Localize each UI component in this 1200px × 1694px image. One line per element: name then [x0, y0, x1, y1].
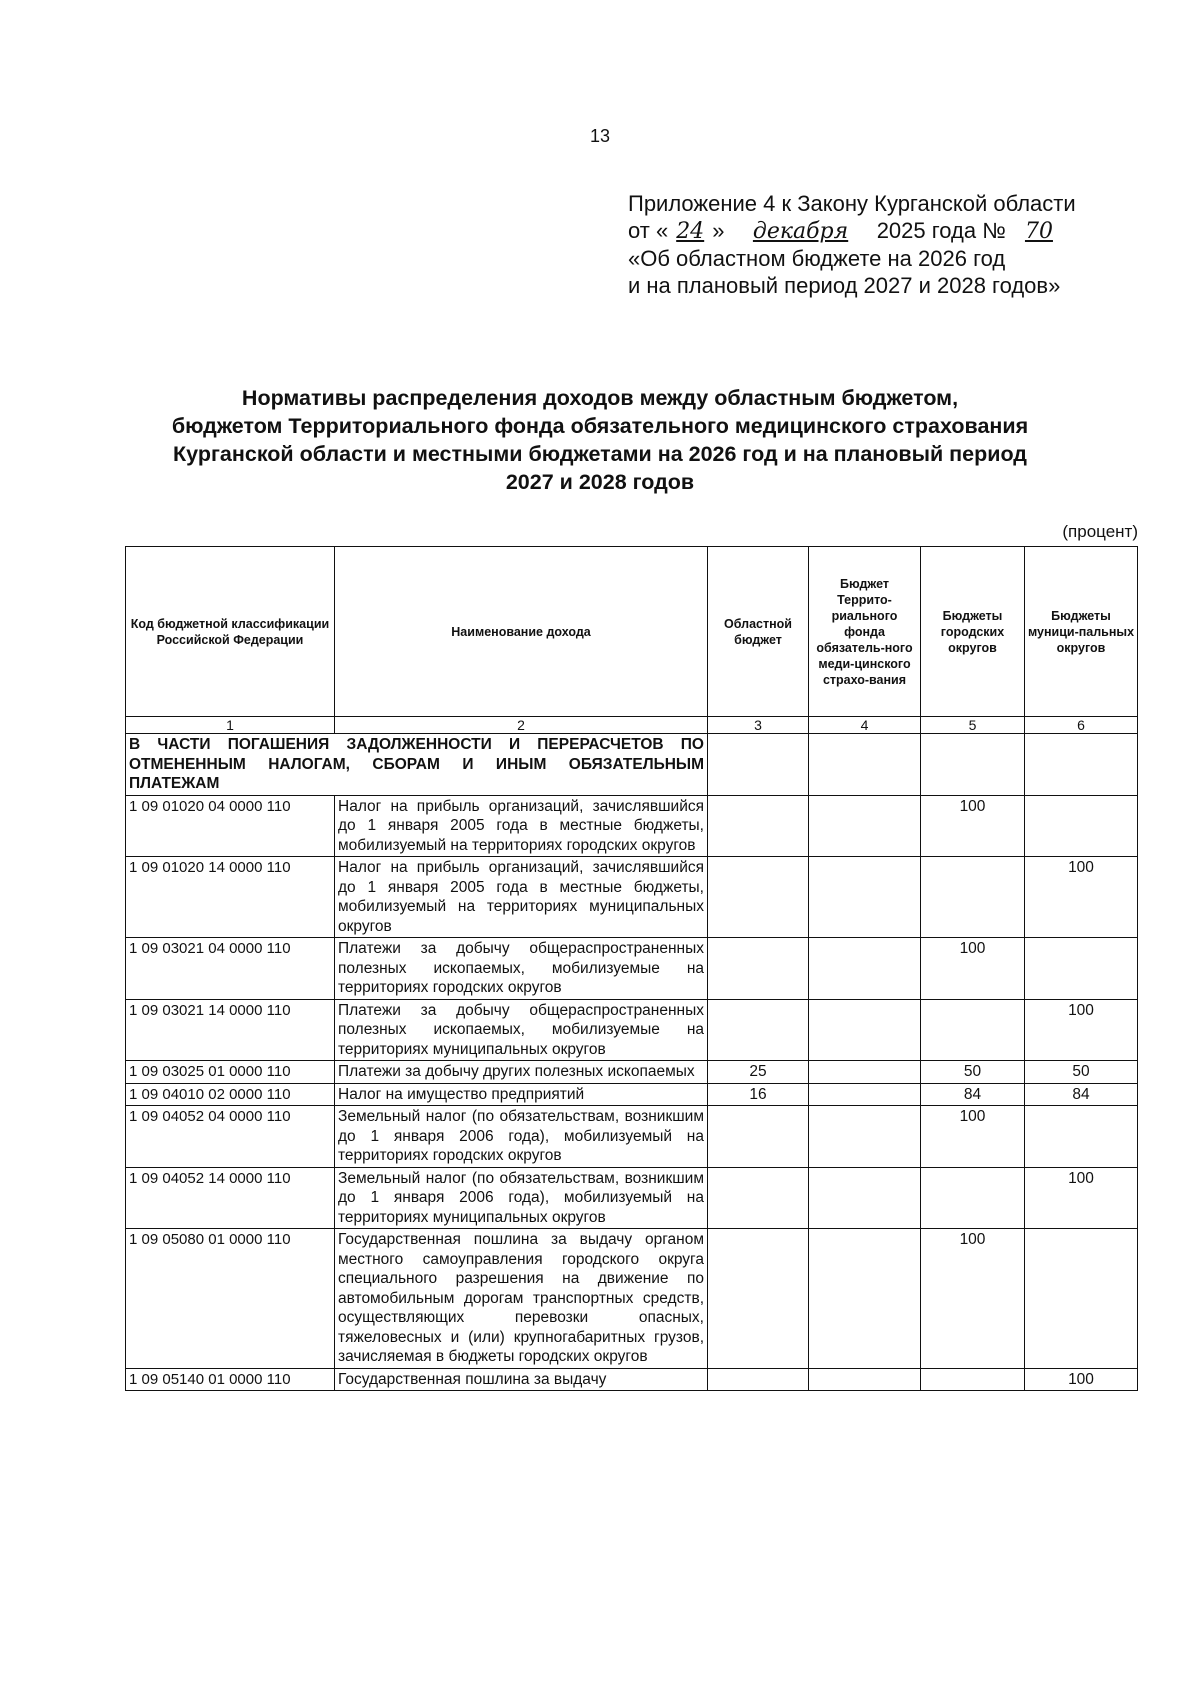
municipal-budgets-value: 100 — [1025, 999, 1138, 1061]
tfoms-budget-value — [809, 1368, 921, 1391]
table-row — [126, 1083, 1138, 1106]
section-empty-cell — [921, 734, 1025, 796]
column-number: 4 — [809, 717, 921, 734]
unit-label: (процент) — [1062, 522, 1138, 541]
regional-budget-value — [708, 1106, 809, 1168]
regional-budget-value — [708, 857, 809, 938]
city-budgets-value — [921, 1368, 1025, 1391]
section-empty-cell — [708, 734, 809, 796]
appendix-line-4: и на плановый период 2027 и 2028 годов» — [628, 273, 1061, 298]
income-code: 1 09 05080 01 0000 110 — [126, 1229, 335, 1369]
regional-budget-value — [708, 1167, 809, 1229]
regional-budget-value — [708, 1368, 809, 1391]
header-city-budgets: Бюджеты городских округов — [921, 547, 1025, 717]
income-name: Земельный налог (по обязательствам, возникшим до 1 января 2006 года), мобилизуемый на территориях муниципальных округов — [335, 1167, 708, 1229]
regional-budget-value — [708, 795, 809, 857]
appendix-line-3: «Об областном бюджете на 2026 год — [628, 246, 1006, 271]
city-budgets-value: 50 — [921, 1061, 1025, 1084]
tfoms-budget-value — [809, 795, 921, 857]
income-code: 1 09 04052 14 0000 110 — [126, 1167, 335, 1229]
tfoms-budget-value — [809, 1106, 921, 1168]
column-number-row — [126, 717, 1138, 734]
city-budgets-value: 84 — [921, 1083, 1025, 1106]
city-budgets-value: 100 — [921, 1106, 1025, 1168]
column-number: 5 — [921, 717, 1025, 734]
city-budgets-value: 100 — [921, 795, 1025, 857]
income-name: Налог на имущество предприятий — [335, 1083, 708, 1106]
city-budgets-value — [921, 857, 1025, 938]
income-code: 1 09 01020 04 0000 110 — [126, 795, 335, 857]
table-row — [126, 999, 1138, 1061]
handwritten-day: 24 — [676, 219, 705, 244]
municipal-budgets-value — [1025, 1229, 1138, 1369]
handwritten-law-number: 70 — [1024, 219, 1053, 244]
appendix-line-1: Приложение 4 к Закону Курганской области — [628, 191, 1076, 216]
section-row — [126, 734, 1138, 796]
table-row — [126, 1106, 1138, 1168]
appendix-block — [628, 190, 1076, 299]
tfoms-budget-value — [809, 999, 921, 1061]
income-name: Государственная пошлина за выдачу органом местного самоуправления городского округа специального разрешения на движение по автомобильным дорогам транспортных средств, осуществляющих перевозки опасных, тяжеловесных и (или) крупногабаритных грузов, зачисляемая в бюджеты городских округов — [335, 1229, 708, 1369]
header-row — [126, 547, 1138, 717]
income-code: 1 09 03025 01 0000 110 — [126, 1061, 335, 1084]
table-row — [126, 857, 1138, 938]
regional-budget-value — [708, 938, 809, 1000]
header-tfoms-budget: Бюджет Террито-риального фонда обязатель-ного меди-цинского страхо-вания — [809, 547, 921, 717]
municipal-budgets-value — [1025, 795, 1138, 857]
municipal-budgets-value: 100 — [1025, 857, 1138, 938]
municipal-budgets-value: 100 — [1025, 1368, 1138, 1391]
income-code: 1 09 04052 04 0000 110 — [126, 1106, 335, 1168]
municipal-budgets-value — [1025, 1106, 1138, 1168]
appendix-date-prefix: от « — [628, 218, 669, 243]
regional-budget-value: 16 — [708, 1083, 809, 1106]
handwritten-month: декабря — [752, 219, 849, 244]
income-name: Налог на прибыль организаций, зачислявшийся до 1 января 2005 года в местные бюджеты, мобилизуемый на территориях городских округов — [335, 795, 708, 857]
header-municipal-budgets: Бюджеты муници-пальных округов — [1025, 547, 1138, 717]
column-number: 1 — [126, 717, 335, 734]
table-row — [126, 1061, 1138, 1084]
table-row — [126, 1229, 1138, 1369]
tfoms-budget-value — [809, 1167, 921, 1229]
column-number: 3 — [708, 717, 809, 734]
title-line-4: 2027 и 2028 годов — [505, 470, 695, 494]
municipal-budgets-value: 50 — [1025, 1061, 1138, 1084]
table-row — [126, 795, 1138, 857]
column-number: 6 — [1025, 717, 1138, 734]
city-budgets-value — [921, 999, 1025, 1061]
income-code: 1 09 05140 01 0000 110 — [126, 1368, 335, 1391]
tfoms-budget-value — [809, 1229, 921, 1369]
income-name: Платежи за добычу общераспространенных полезных ископаемых, мобилизуемые на территориях городских округов — [335, 938, 708, 1000]
page-number: 13 — [589, 126, 611, 146]
tfoms-budget-value — [809, 857, 921, 938]
tfoms-budget-value — [809, 1061, 921, 1084]
income-code: 1 09 01020 14 0000 110 — [126, 857, 335, 938]
income-code: 1 09 03021 14 0000 110 — [126, 999, 335, 1061]
city-budgets-value: 100 — [921, 938, 1025, 1000]
municipal-budgets-value: 100 — [1025, 1167, 1138, 1229]
table-row — [126, 938, 1138, 1000]
column-number: 2 — [335, 717, 708, 734]
section-empty-cell — [809, 734, 921, 796]
title-line-3: Курганской области и местными бюджетами на 2026 год и на плановый период — [173, 442, 1027, 466]
regional-budget-value: 25 — [708, 1061, 809, 1084]
tfoms-budget-value — [809, 938, 921, 1000]
income-name: Платежи за добычу общераспространенных полезных ископаемых, мобилизуемые на территориях муниципальных округов — [335, 999, 708, 1061]
table-row — [126, 1368, 1138, 1391]
city-budgets-value: 100 — [921, 1229, 1025, 1369]
title-line-2: бюджетом Территориального фонда обязательного медицинского страхования — [171, 414, 1029, 438]
regional-budget-value — [708, 1229, 809, 1369]
section-title: В ЧАСТИ ПОГАШЕНИЯ ЗАДОЛЖЕННОСТИ И ПЕРЕРАСЧЕТОВ ПО ОТМЕНЕННЫМ НАЛОГАМ, СБОРАМ И ИНЫМ ОБЯЗАТЕЛЬНЫМ ПЛАТЕЖАМ — [126, 734, 708, 796]
document-title — [100, 384, 1100, 496]
municipal-budgets-value — [1025, 938, 1138, 1000]
appendix-year: 2025 года № — [876, 218, 1006, 243]
table-row — [126, 1167, 1138, 1229]
regional-budget-value — [708, 999, 809, 1061]
appendix-line-2 — [628, 217, 1076, 245]
title-line-1: Нормативы распределения доходов между областным бюджетом, — [241, 386, 959, 410]
income-name: Платежи за добычу других полезных ископаемых — [335, 1061, 708, 1084]
header-name: Наименование дохода — [335, 547, 708, 717]
appendix-date-mid: » — [712, 218, 725, 243]
municipal-budgets-value: 84 — [1025, 1083, 1138, 1106]
income-name: Налог на прибыль организаций, зачислявшийся до 1 января 2005 года в местные бюджеты, мобилизуемый на территориях муниципальных округов — [335, 857, 708, 938]
header-code: Код бюджетной классификации Российской Федерации — [126, 547, 335, 717]
income-code: 1 09 04010 02 0000 110 — [126, 1083, 335, 1106]
income-name: Государственная пошлина за выдачу — [335, 1368, 708, 1391]
norms-table — [125, 546, 1138, 1391]
income-code: 1 09 03021 04 0000 110 — [126, 938, 335, 1000]
tfoms-budget-value — [809, 1083, 921, 1106]
income-name: Земельный налог (по обязательствам, возникшим до 1 января 2006 года), мобилизуемый на территориях городских округов — [335, 1106, 708, 1168]
city-budgets-value — [921, 1167, 1025, 1229]
header-regional-budget: Областной бюджет — [708, 547, 809, 717]
section-empty-cell — [1025, 734, 1138, 796]
